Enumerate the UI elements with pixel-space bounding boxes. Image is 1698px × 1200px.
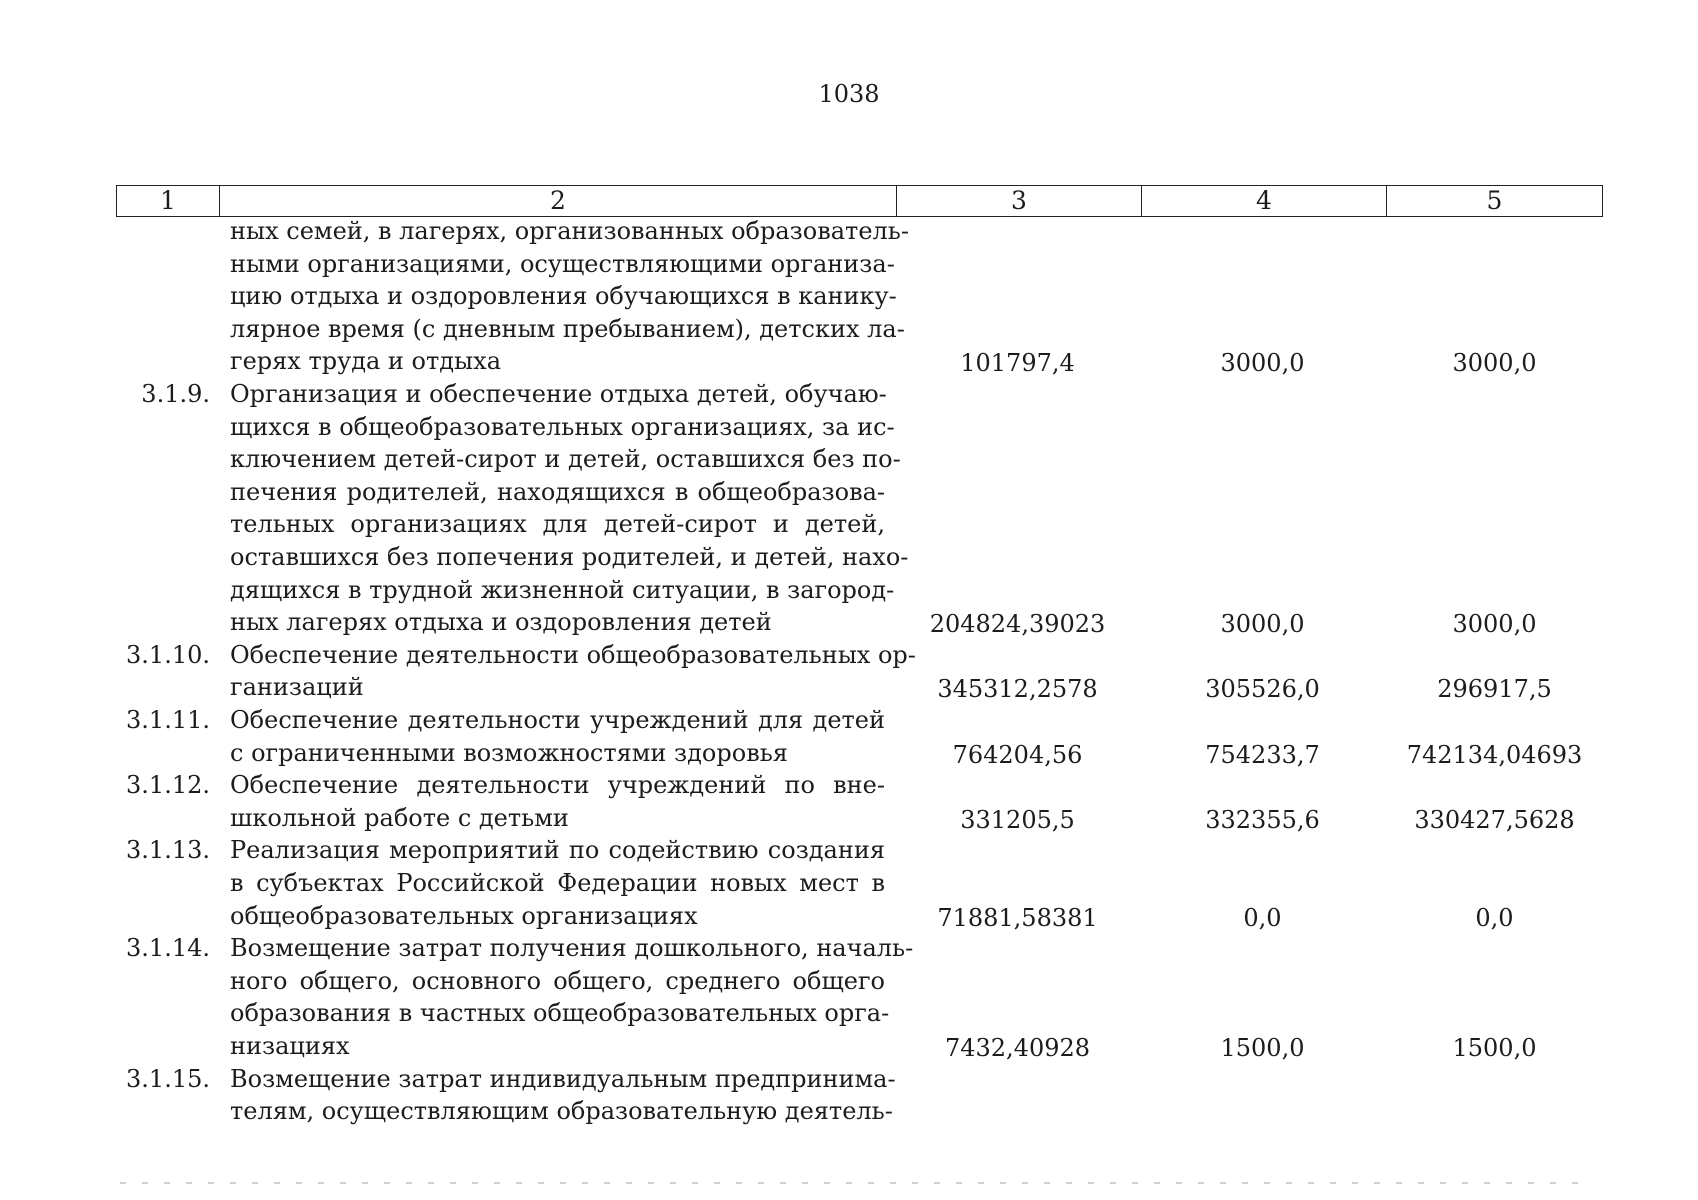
value-col-5: 0,0: [1475, 903, 1514, 932]
row-description-line: герях труда и отдыха: [230, 347, 501, 376]
value-col-3: 331205,5: [960, 805, 1075, 834]
row-number: 3.1.13.: [126, 836, 210, 865]
value-col-5: 1500,0: [1452, 1034, 1537, 1062]
row-description-line: Возмещение затрат получения дошкольного, началь-: [230, 934, 914, 963]
value-col-3: 71881,58381: [937, 903, 1098, 932]
row-description-line: ного общего, основного общего, среднего общего: [230, 966, 885, 995]
header-col-3: 3: [897, 186, 1142, 216]
value-col-4: 3000,0: [1220, 610, 1305, 639]
row-number: 3.1.15.: [126, 1064, 210, 1093]
row-description-line: ных семей, в лагерях, организованных образователь-: [230, 217, 909, 245]
value-col-3: 764204,56: [952, 740, 1083, 769]
row-description-line: телям, осуществляющим образовательную деятель-: [230, 1097, 893, 1126]
value-col-3: 101797,4: [960, 349, 1075, 378]
row-description-line: тельных организациях для детей-сирот и детей,: [230, 510, 885, 539]
value-col-4: 0,0: [1243, 903, 1282, 932]
row-description-line: образования в частных общеобразовательных орга-: [230, 999, 890, 1028]
row-description-line: печения родителей, находящихся в общеобразова-: [230, 477, 885, 506]
value-col-4: 3000,0: [1220, 349, 1305, 378]
row-description-line: Обеспечение деятельности учреждений по вне-: [230, 771, 885, 800]
value-col-5: 330427,5628: [1414, 805, 1575, 834]
row-description-line: Возмещение затрат индивидуальным предпринима-: [230, 1064, 896, 1093]
row-description-line: общеобразовательных организациях: [230, 901, 698, 930]
row-number: 3.1.12.: [126, 771, 210, 800]
row-description-line: ключением детей-сирот и детей, оставшихся без по-: [230, 445, 901, 474]
value-col-4: 754233,7: [1205, 740, 1320, 769]
row-number: 3.1.9.: [141, 380, 210, 408]
value-col-5: 3000,0: [1452, 610, 1537, 639]
value-col-3: 345312,2578: [937, 675, 1098, 704]
row-description-line: Обеспечение деятельности общеобразовательных ор-: [230, 640, 916, 669]
row-number: 3.1.14.: [126, 934, 210, 963]
row-description-line: школьной работе с детьми: [230, 803, 569, 832]
row-description-line: щихся в общеобразовательных организациях, за ис-: [230, 412, 895, 441]
value-col-5: 296917,5: [1437, 675, 1552, 704]
row-number: 3.1.11.: [126, 706, 210, 734]
row-description-line: ных лагерях отдыха и оздоровления детей: [230, 608, 772, 637]
value-col-4: 332355,6: [1205, 805, 1320, 834]
value-col-3: 7432,40928: [944, 1034, 1091, 1062]
header-col-4: 4: [1142, 186, 1387, 216]
row-description-line: низациях: [230, 1032, 350, 1060]
row-description-line: дящихся в трудной жизненной ситуации, в загород-: [230, 575, 895, 604]
value-col-3: 204824,39023: [929, 610, 1106, 639]
header-col-5: 5: [1486, 186, 1503, 215]
row-description-line: Реализация мероприятий по содействию создания: [230, 836, 885, 865]
row-description-line: оставшихся без попечения родителей, и детей, нахо-: [230, 543, 909, 571]
row-description-line: в субъектах Российской Федерации новых мест в: [230, 869, 885, 897]
header-col-2: 2: [220, 186, 897, 216]
row-description-line: Обеспечение деятельности учреждений для детей: [230, 706, 885, 734]
row-description-line: с ограниченными возможностями здоровья: [230, 738, 788, 767]
row-description-line: Организация и обеспечение отдыха детей, обучаю-: [230, 380, 887, 408]
scan-noise-footer: [120, 1182, 1590, 1184]
row-description-line: ными организациями, осуществляющими организа-: [230, 249, 895, 278]
row-description-line: ганизаций: [230, 673, 364, 702]
row-description-line: лярное время (с дневным пребыванием), детских ла-: [230, 314, 905, 343]
row-description-line: цию отдыха и оздоровления обучающихся в канику-: [230, 282, 897, 311]
table-header-row: [116, 185, 1603, 217]
row-number: 3.1.10.: [126, 640, 210, 669]
value-col-4: 1500,0: [1220, 1034, 1305, 1062]
page-number: 1038: [818, 80, 880, 108]
value-col-5: 3000,0: [1452, 349, 1537, 378]
header-col-1: 1: [117, 186, 220, 216]
value-col-4: 305526,0: [1205, 675, 1320, 704]
value-col-5: 742134,04693: [1406, 740, 1583, 769]
